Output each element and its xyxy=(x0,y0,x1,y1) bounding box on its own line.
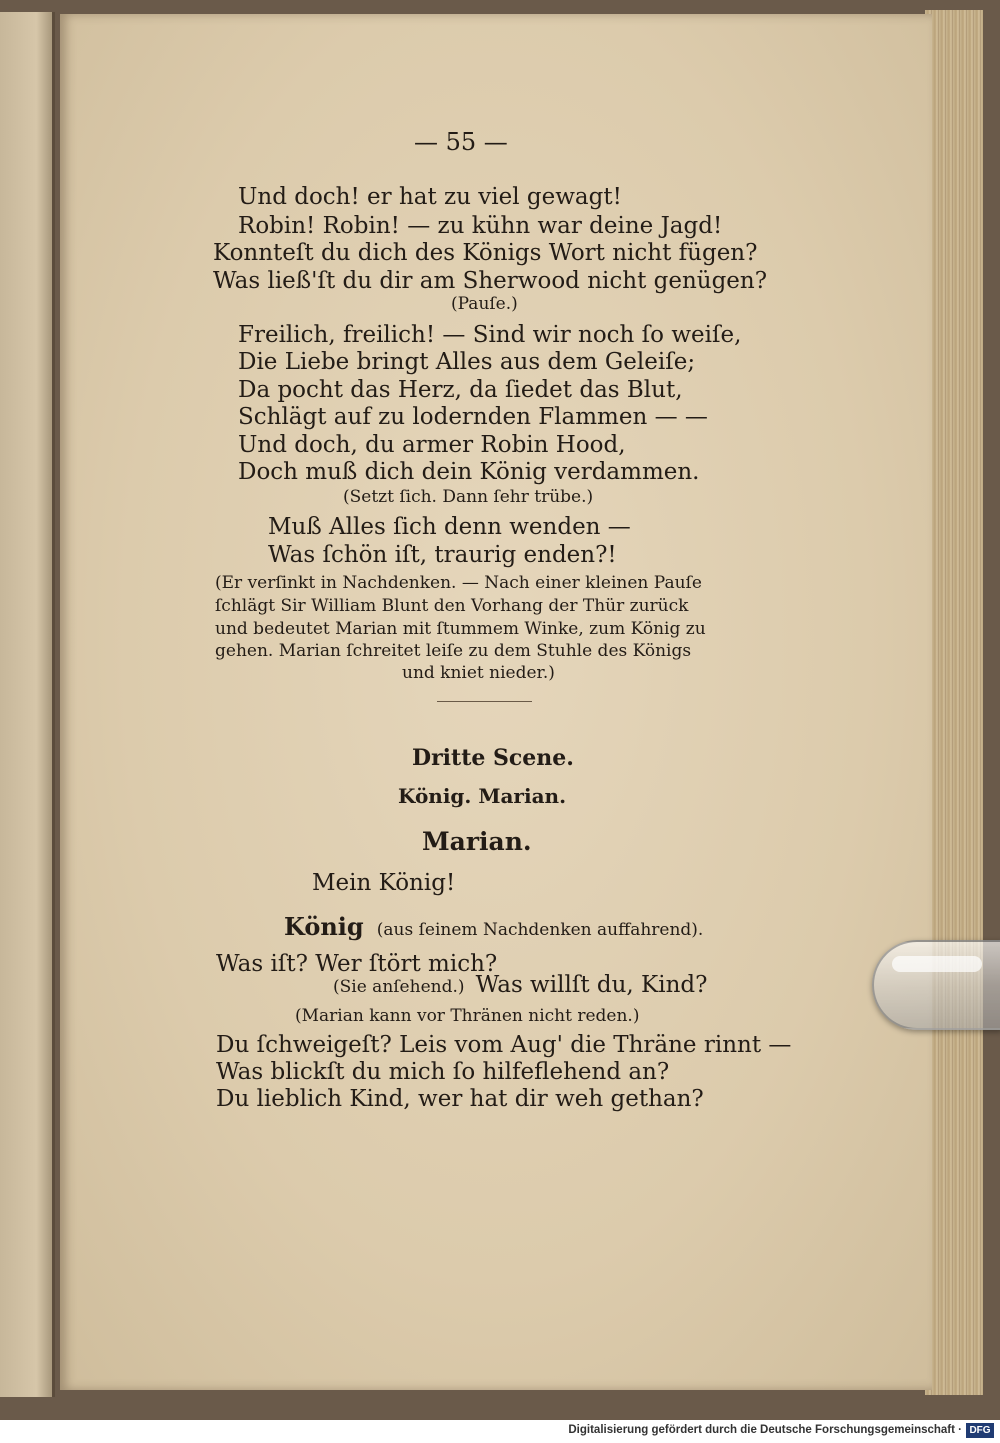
verse-line: Und doch! er hat zu viel gewagt! xyxy=(238,184,622,210)
verse-line: Doch muß dich dein König verdammen. xyxy=(238,459,700,485)
stage-direction: gehen. Marian ſchreitet leiſe zu dem Stuhle des Königs xyxy=(215,641,692,661)
verse-line: Robin! Robin! — zu kühn war deine Jagd! xyxy=(238,213,723,239)
credit-text: Digitalisierung gefördert durch die Deutsche Forschungsgemeinschaft · xyxy=(568,1424,962,1436)
stage-direction: (Pauſe.) xyxy=(451,294,518,314)
stage-direction: (Sie anſehend.) xyxy=(333,977,465,997)
glass-page-weight xyxy=(872,940,1000,1030)
stage-direction: ſchlägt Sir William Blunt den Vorhang der Thür zurück xyxy=(215,596,689,616)
verse-line: Was ſchön iſt, traurig enden?! xyxy=(268,542,617,568)
verse-line: Du lieblich Kind, wer hat dir weh gethan? xyxy=(216,1086,704,1112)
speaker-name: König xyxy=(284,912,364,941)
stage-direction: (Setzt ſich. Dann ſehr trübe.) xyxy=(343,487,594,507)
verse-line: Die Liebe bringt Alles aus dem Geleiſe; xyxy=(238,349,696,375)
scene-title: Dritte Scene. xyxy=(412,745,574,771)
stage-direction: und bedeutet Marian mit ſtummem Winke, zum König zu xyxy=(215,619,706,639)
book-page-edges xyxy=(925,10,983,1395)
stage-direction: und kniet nieder.) xyxy=(402,663,555,683)
scene-characters: König. Marian. xyxy=(398,784,567,808)
verse-line: Was willſt du, Kind? xyxy=(475,972,708,998)
speaker-line xyxy=(284,912,703,941)
stage-direction: (Marian kann vor Thränen nicht reden.) xyxy=(295,1006,640,1026)
verse-line: Was ließ'ſt du dir am Sherwood nicht genügen? xyxy=(213,268,768,294)
verse-line: Du ſchweigeſt? Leis vom Aug' die Thräne rinnt — xyxy=(216,1032,792,1058)
section-divider xyxy=(437,701,532,702)
verse-line: Und doch, du armer Robin Hood, xyxy=(238,432,626,458)
verse-line: Da pocht das Herz, da ſiedet das Blut, xyxy=(238,377,683,403)
split-verse-line xyxy=(333,972,707,998)
footer-bar xyxy=(0,1420,1000,1443)
dfg-logo: DFG xyxy=(966,1423,994,1438)
speaker-name: Marian. xyxy=(422,827,532,856)
verse-line: Was iſt? Wer ſtört mich? xyxy=(216,951,498,977)
page-number: — 55 — xyxy=(414,128,508,156)
verse-line: Konnteſt du dich des Königs Wort nicht fügen? xyxy=(213,240,758,266)
verse-line: Freilich, freilich! — Sind wir noch ſo weiſe, xyxy=(238,322,742,348)
stage-direction: (Er verſinkt in Nachdenken. — Nach einer kleinen Pauſe xyxy=(215,573,702,593)
verse-line: Was blickſt du mich ſo hilfeflehend an? xyxy=(216,1059,670,1085)
verse-line: Muß Alles ſich denn wenden — xyxy=(268,514,631,540)
verse-line: Schlägt auf zu lodernden Flammen — — xyxy=(238,404,708,430)
stage-direction: (aus ſeinem Nachdenken auffahrend). xyxy=(376,920,704,940)
left-page-edge xyxy=(0,12,55,1397)
verse-line: Mein König! xyxy=(312,870,456,896)
